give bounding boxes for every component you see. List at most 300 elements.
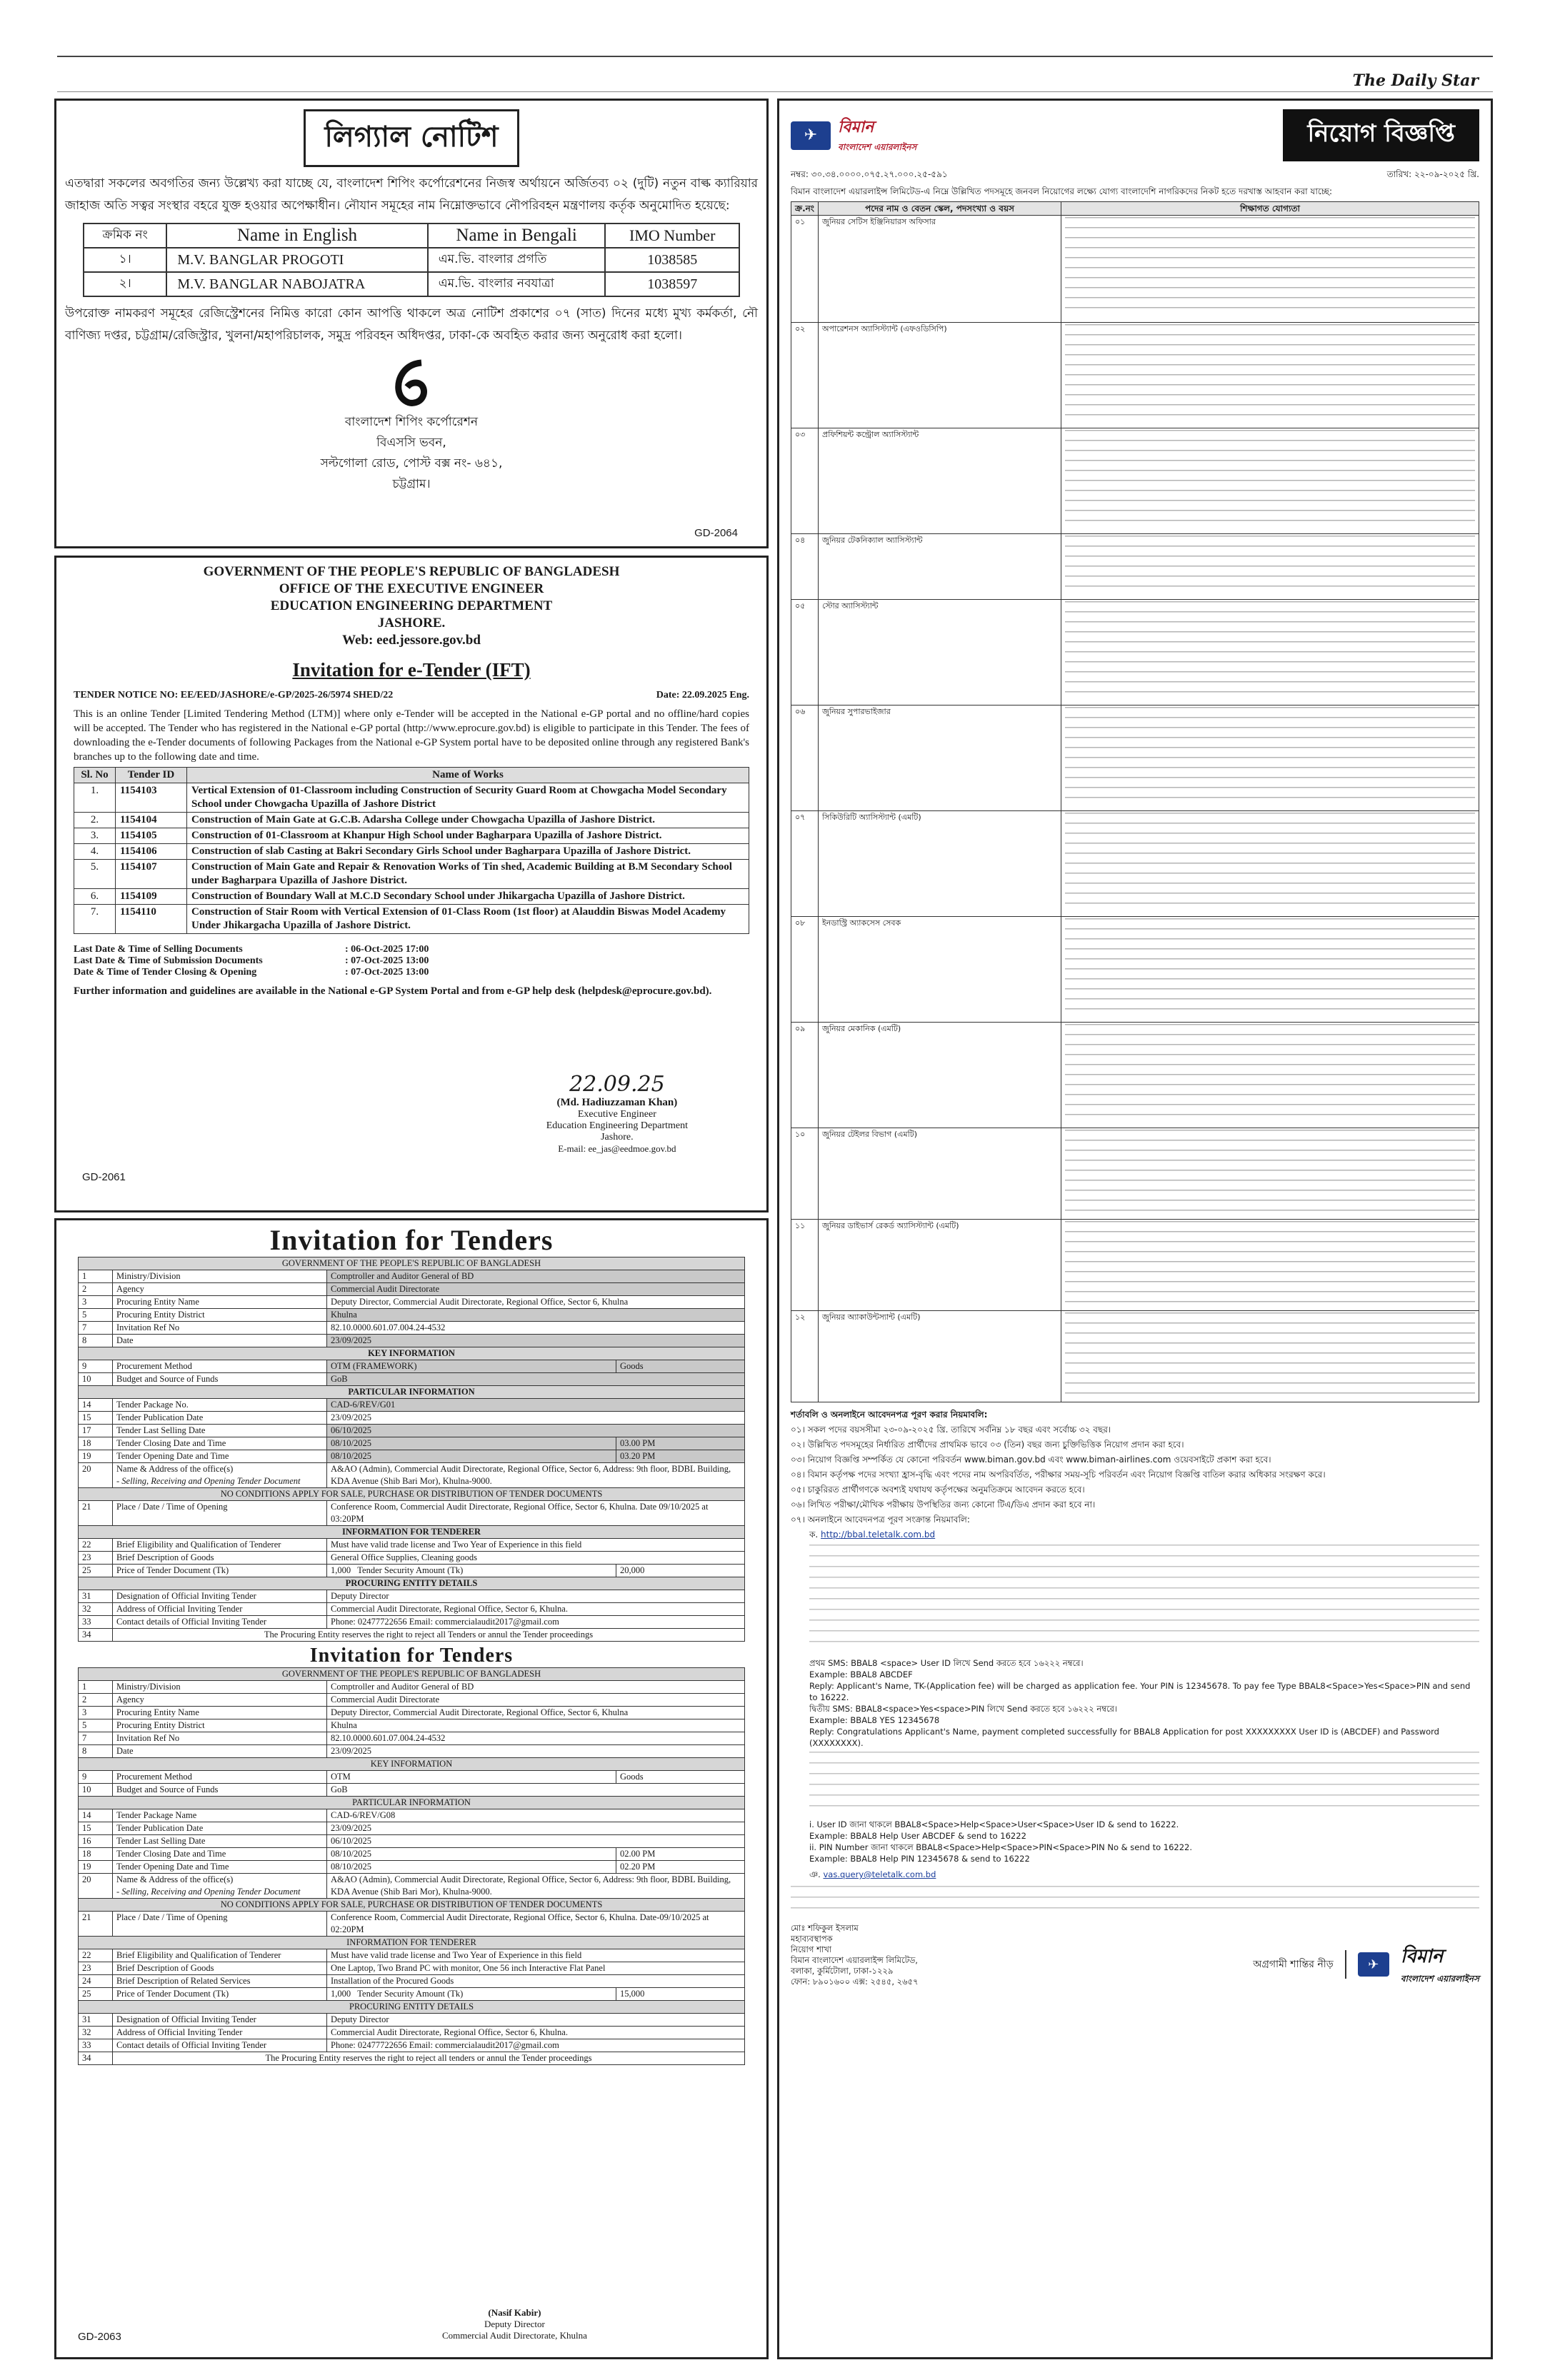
job-no: ০৯	[791, 1023, 819, 1128]
masthead-rule	[57, 91, 1493, 92]
cad-cell: 1	[79, 1270, 113, 1283]
table-row	[74, 783, 749, 813]
cad-cell: 9	[79, 1771, 113, 1784]
cad-cell: Tender Opening Date and Time	[113, 1450, 327, 1463]
cad-cell: Procuring Entity District	[113, 1309, 327, 1322]
imo-cell: M.V. BANGLAR NABOJATRA	[166, 272, 427, 296]
cad-cell: Price of Tender Document (Tk)	[113, 1565, 327, 1577]
cad-cell: 2	[79, 1283, 113, 1296]
cad-cell: 5	[79, 1309, 113, 1322]
works-cell: Construction of Main Gate and Repair & Renovation Works of Tin shed, Academic Building at B.M Secondary School under Bagharpara Upazilla of Jashore District.	[187, 860, 749, 889]
cad-cell: Deputy Director, Commercial Audit Directorate, Regional Office, Sector 6, Khulna	[327, 1707, 745, 1719]
biman-date: তারিখ: ২২-০৯-২০২৫ খ্রি.	[1386, 169, 1479, 179]
cad-cell: Agency	[113, 1694, 327, 1707]
sms-line: Example: BBAL8 Help PIN 12345678 & send to 16222	[809, 1854, 1030, 1864]
cad-cell: Procurement Method	[113, 1360, 327, 1373]
gd-code: GD-2064	[694, 527, 738, 539]
cad-cell: Goods	[616, 1771, 745, 1784]
cad-section: INFORMATION FOR TENDERER	[79, 1526, 745, 1539]
job-no: ০৩	[791, 428, 819, 534]
eed-date-label: Last Date & Time of Selling Documents	[74, 944, 243, 955]
eed-header	[74, 563, 749, 649]
application-instructions	[791, 1886, 1479, 1917]
job-requirements	[1065, 601, 1475, 700]
cad-cell: Conference Room, Commercial Audit Directorate, Regional Office, Sector 6, Khulna. Date 09/10/2025 at 03:20PM	[327, 1501, 745, 1526]
issuer-line: বিএসসি ভবন,	[376, 436, 446, 450]
cad-section: PROCURING ENTITY DETAILS	[79, 1577, 745, 1590]
cad-signer-line: Commercial Audit Directorate, Khulna	[442, 2330, 587, 2341]
cad-cell: Procuring Entity Name	[113, 1296, 327, 1309]
cad-cell: 2	[79, 1694, 113, 1707]
cad-cell: 02.00 PM	[616, 1848, 745, 1861]
job-title: প্রফিশিয়ন্ট কন্ট্রোল অ্যাসিস্ট্যান্ট	[819, 428, 1061, 534]
issuer-line: সল্টগোলা রোড, পোস্ট বক্স নং- ৬৪১,	[320, 456, 503, 471]
cad-section: PROCURING ENTITY DETAILS	[79, 2001, 745, 2014]
job-requirements	[1065, 430, 1475, 528]
job-title: স্টোর অ্যাসিস্ট্যান্ট	[819, 600, 1061, 706]
works-cell: 3.	[74, 828, 116, 844]
eed-date-label: Last Date & Time of Submission Documents	[74, 955, 263, 966]
job-title: জুনিয়র টেকনিক্যাল অ্যাসিস্ট্যান্ট	[819, 534, 1061, 600]
sms-line: প্রথম SMS: BBAL8 <space> User ID লিখে Send করতে হবে ১৬২২২ নম্বরে।	[809, 1658, 1084, 1668]
cad-cell: Commercial Audit Directorate, Regional Office, Sector 6, Khulna.	[327, 1603, 745, 1616]
cad-cell: Price of Tender Document (Tk)	[113, 1988, 327, 2001]
cad-cell: Tender Security Amount (Tk)	[357, 1565, 464, 1575]
cad-title-2: Invitation for Tenders	[309, 1645, 514, 1667]
biman-signer	[791, 1923, 919, 1987]
biman-logo	[791, 115, 916, 156]
job-requirements	[1065, 1130, 1475, 1214]
job-no: ১১	[791, 1220, 819, 1311]
cad-cell: Conference Room, Commercial Audit Directorate, Regional Office, Sector 6, Khulna. Date-09/10/2025 at 02:20PM	[327, 1912, 745, 1937]
cad-cell: Must have valid trade license and Two Year of Experience in this field	[327, 1949, 745, 1962]
eed-date-value: : 06-Oct-2025 17:00	[345, 944, 429, 955]
cad-cell: Tender Package No.	[113, 1399, 327, 1412]
cad-cell: 06/10/2025	[327, 1835, 745, 1848]
table-row	[74, 905, 749, 934]
table-row	[791, 706, 1479, 811]
job-title: অপারেশনস অ্যাসিস্ট্যান্ট (এফওডিসিপি)	[819, 323, 1061, 428]
jobs-header: ক্র.নং	[791, 202, 819, 216]
biman-logo-sub: বাংলাদেশ এয়ারলাইনস	[838, 142, 917, 152]
biman-footer-logo	[1253, 1942, 1479, 1987]
cad-cell: Agency	[113, 1283, 327, 1296]
cad-cell: Contact details of Official Inviting Tender	[113, 1616, 327, 1629]
cad-section: KEY INFORMATION	[79, 1347, 745, 1360]
works-cell: 6.	[74, 889, 116, 905]
works-cell: 2.	[74, 813, 116, 828]
biman-bird-icon: ✈	[1358, 1952, 1389, 1977]
cad-cell: 10	[79, 1373, 113, 1386]
cad-cell: 03.20 PM	[616, 1450, 745, 1463]
eed-header-line: EDUCATION ENGINEERING DEPARTMENT	[270, 598, 553, 613]
works-cell: 1154105	[116, 828, 187, 844]
job-requirements	[1065, 918, 1475, 1017]
cad-cell: 23/09/2025	[327, 1822, 745, 1835]
eed-signer-line: Executive Engineer	[577, 1109, 656, 1120]
table-row	[791, 917, 1479, 1023]
job-title: জুনিয়র টেইলর বিভাগ (এমটি)	[819, 1128, 1061, 1220]
cad-cell: 08/10/2025	[327, 1450, 616, 1463]
sms-line: দ্বিতীয় SMS: BBAL8<space>Yes<space>PIN লিখে Send করতে হবে ১৬২২২ নম্বরে।	[809, 1704, 1118, 1714]
cad-cell: Phone: 02477722656 Email: commercialaudit2017@gmail.com	[327, 1616, 745, 1629]
cad-cell: Procuring Entity Name	[113, 1707, 327, 1719]
job-no: ০৭	[791, 811, 819, 917]
cad-cell: 32	[79, 1603, 113, 1616]
cad-cell: 02.20 PM	[616, 1861, 745, 1874]
works-header: Sl. No	[74, 768, 116, 783]
table-row	[74, 828, 749, 844]
works-cell: Construction of Boundary Wall at M.C.D Secondary School under Jhikargacha Upazilla of Jashore District.	[187, 889, 749, 905]
cad-cell: Installation of the Procured Goods	[327, 1975, 745, 1988]
imo-header: ক্রমিক নং	[84, 224, 166, 248]
online-application-link[interactable]: http://bbal.teletalk.com.bd	[821, 1530, 936, 1540]
cad-cell: 03.00 PM	[616, 1437, 745, 1450]
cad-cell: 10	[79, 1784, 113, 1797]
cad-gov-header: GOVERNMENT OF THE PEOPLE'S REPUBLIC OF BANGLADESH	[79, 1668, 745, 1681]
cad-table-1: GOVERNMENT OF THE PEOPLE'S REPUBLIC OF BANGLADESH 1 Ministry/Division Comptroller and Auditor General of BD 2 Agency Commercial Audit Directorate 3 Procuring Entity Name Deputy Director, Commercial Audit Directorate, Regional Office, Sector 6, Khulna 5 Procuring Entity District Khulna 7 Invitation Ref No 82.10.0000.601.07.004.24-4532 8 Date 23/09/2025 KEY INFORMATION 9 Procurement Method OTM (FRAMEWORK) Goods 10 Budget and Source of Funds GoB PARTICULAR INFORMATION 14 Tender Package No. CAD-6/REV/G01 15 Tender Publication Date 23/09/2025 17 Tender Last Selling Date 06/10/2025 18 Tender Closing Date and Time 08/10/2025 03.00 PM 19 Tender Opening Date and Time 08/10/2025 03.20 PM 20 Name & Address of the office(s) - Selling, Receiving and Opening Tender Document A&AO (Admin), Commercial Audit Directorate, Regional Office, Sector 6, Address: 9th floor, BDBL Building, KDA Avenue (Shib Bari Mor), Khulna-9000. NO CONDITIONS APPLY FOR SALE, PURCHASE OR DISTRIBUTION OF TENDER DOCUMENTS 21 Place / Date / Time of Opening Conference Room, Commercial Audit Directorate, Regional Office, Sector 6, Khulna. Date 09/10/2025 at 03:20PM INFORMATION FOR TENDERER 22 Brief Eligibility and Qualification of Tenderer Must have valid trade license and Two Year of Experience in this field 23 Brief Description of Goods General Office Supplies, Cleaning goods 25 Price of Tender Document (Tk) 1,000 Tender Security Amount (Tk) 20,000 PROCURING ENTITY DETAILS 31 Designation of Official Inviting Tender Deputy Director 32 Address of Official Inviting Tender Commercial Audit Directorate, Regional Office, Sector 6, Khulna. 33 Contact details of Official Inviting Tender Phone: 02477722656 Email: commercialaudit2017@gmail.com 34 The Procuring Entity reserves the right to reject all Tenders or annul the Tender proceedings	[78, 1257, 745, 1642]
cad-cell: A&AO (Admin), Commercial Audit Directorate, Regional Office, Sector 6, Address: 9th floor, BDBL Building, KDA Avenue (Shib Bari Mor), Khulna-9000.	[327, 1463, 745, 1488]
cad-cell: 16	[79, 1835, 113, 1848]
cad-cell: Budget and Source of Funds	[113, 1373, 327, 1386]
cad-section: INFORMATION FOR TENDERER	[79, 1937, 745, 1949]
signer-line: ফোন: ৮৯০১৬০০ এক্স: ২৫৪৫, ২৬৫৭	[791, 1977, 919, 1987]
eed-date-label: Date & Time of Tender Closing & Opening	[74, 967, 257, 978]
cad-cell: Must have valid trade license and Two Year of Experience in this field	[327, 1539, 745, 1552]
cad-cell: Date	[113, 1745, 327, 1758]
signer-line: বলাকা, কুর্মিটোলা, ঢাকা-১২২৯	[791, 1966, 894, 1976]
note-item: ০৫। চাকুরিরত প্রার্থীগণকে অবশ্যই যথাযথ কর্তৃপক্ষের অনুমতিক্রমে আবেদন করতে হবে।	[791, 1485, 1085, 1495]
eed-signer-line: (Md. Hadiuzzaman Khan)	[556, 1097, 678, 1108]
jobs-header: শিক্ষাগত যোগ্যতা	[1061, 202, 1479, 216]
cad-cell: The Procuring Entity reserves the right to reject all Tenders or annul the Tender proceedings	[113, 1629, 745, 1642]
cad-cell: Budget and Source of Funds	[113, 1784, 327, 1797]
biman-intro: বিমান বাংলাদেশ এয়ারলাইন্স লিমিটেড-এ নিম্নে উল্লিখিত পদসমূহে জনবল নিয়োগের লক্ষ্যে যোগ্য বাংলাদেশি নাগরিকদের নিকট হতে দরখাস্ত আহবান করা যাচ্ছে:	[791, 186, 1333, 196]
cad-cell: 31	[79, 1590, 113, 1603]
job-requirements	[1065, 813, 1475, 911]
query-email-link[interactable]: vas.query@teletalk.com.bd	[823, 1869, 936, 1879]
signer-line: মোঃ শফিকুল ইসলাম	[791, 1923, 859, 1933]
cad-cell: 82.10.0000.601.07.004.24-4532	[327, 1732, 745, 1745]
cad-cell: 19	[79, 1450, 113, 1463]
cad-cell: 23/09/2025	[327, 1745, 745, 1758]
cad-cell: 06/10/2025	[327, 1425, 745, 1437]
cad-cell: The Procuring Entity reserves the right to reject all tenders or annul the Tender proceedings	[113, 2052, 745, 2065]
works-cell: Construction of Stair Room with Vertical Extension of 01-Class Room (1st floor) at Alauddin Biswas Model Academy Under Jhikargacha Upazilla of Jashore District.	[187, 905, 749, 934]
sms-line: Example: BBAL8 Help User ABCDEF & send to 16222	[809, 1831, 1026, 1841]
application-instructions	[809, 1545, 1479, 1652]
imo-cell: ২।	[84, 272, 166, 296]
cad-cell: 5	[79, 1719, 113, 1732]
biman-bird-icon: ✈	[791, 121, 831, 150]
biman-ref: নম্বর: ৩০.৩৪.০০০০.০৭৫.২৭.০০০.২৫-৫৯১	[791, 169, 948, 179]
cad-cell: 17	[79, 1425, 113, 1437]
cad-cell: 19	[79, 1861, 113, 1874]
table-row	[791, 534, 1479, 600]
job-no: ০২	[791, 323, 819, 428]
cad-cell: OTM	[327, 1771, 616, 1784]
cad-cell: 9	[79, 1360, 113, 1373]
cad-cell: 8	[79, 1335, 113, 1347]
cad-cell: Procurement Method	[113, 1771, 327, 1784]
cad-cell: Date	[113, 1335, 327, 1347]
cad-title: Invitation for Tenders	[269, 1224, 554, 1256]
cad-cell: Place / Date / Time of Opening	[113, 1501, 327, 1526]
cad-section: NO CONDITIONS APPLY FOR SALE, PURCHASE OR DISTRIBUTION OF TENDER DOCUMENTS	[79, 1899, 745, 1912]
works-cell: 7.	[74, 905, 116, 934]
cad-cell: Brief Description of Goods	[113, 1962, 327, 1975]
job-requirements	[1065, 536, 1475, 594]
cad-cell: Ministry/Division	[113, 1270, 327, 1283]
table-row	[791, 1311, 1479, 1402]
works-header: Name of Works	[187, 768, 749, 783]
job-requirements	[1065, 1221, 1475, 1305]
cad-cell: Designation of Official Inviting Tender	[113, 2014, 327, 2027]
cad-cell: Address of Official Inviting Tender	[113, 2027, 327, 2039]
cad-cell: 14	[79, 1809, 113, 1822]
biman-logo-sub: বাংলাদেশ এয়ারলাইনস	[1400, 1974, 1479, 1984]
cad-cell: 18	[79, 1848, 113, 1861]
bsc-logo	[65, 357, 758, 411]
eed-signature: 22.09.25	[569, 1072, 665, 1097]
job-title: জুনিয়র সেটিস ইঞ্জিনিয়ারস অফিসার	[819, 216, 1061, 323]
cad-cell: Tender Last Selling Date	[113, 1835, 327, 1848]
sms-line: ii. PIN Number জানা থাকলে BBAL8<Space>Help<Space>PIN<Space>PIN No & send to 16222.	[809, 1842, 1193, 1852]
sms-instructions: প্রথম SMS: BBAL8 <space> User ID লিখে Send করতে হবে ১৬২২২ নম্বরে। Example: BBAL8 ABCDEF Reply: Applicant's Name, TK-(Application fee) will be charged as application fee. Your PIN is 12345678. To pay fee Type BBAL8<Space>Yes<Space>PIN and send to 16222. দ্বিতীয় SMS: BBAL8<space>Yes<space>PIN লিখে Send করতে হবে ১৬২২২ নম্বরে। Example: BBAL8 YES 12345678 Reply: Congratulations Applicant's Name, payment completed successfully for BBAL8 Application for post XXXXXXXXX User ID is (ABCDEF) and Password (XXXXXXXX). i. User ID জানা থাকলে BBAL8<Space>Help<Space>User<Space>User ID & send to 16222. Example: BBAL8 Help User ABCDEF & send to 16222 ii. PIN Number জানা থাকলে BBAL8<Space>Help<Space>PIN<Space>PIN No & send to 16222. Example: BBAL8 Help PIN 12345678 & send to 16222 ঞ. vas.query@teletalk.com.bd	[791, 1657, 1479, 1880]
note-item: ০৬। লিখিত পরীক্ষা/মৌখিক পরীক্ষায় উপস্থিতির জন্য কোনো টিএ/ডিএ প্রদান করা হবে না।	[791, 1500, 1096, 1510]
cad-section: PARTICULAR INFORMATION	[79, 1797, 745, 1809]
works-cell: 4.	[74, 844, 116, 860]
eed-signer-line: Jashore.	[601, 1132, 634, 1143]
table-row	[791, 600, 1479, 706]
cad-cell: Commercial Audit Directorate, Regional Office, Sector 6, Khulna.	[327, 2027, 745, 2039]
biman-logo-text: বিমান	[1400, 1946, 1444, 1967]
table-row	[791, 1220, 1479, 1311]
table-row	[74, 860, 749, 889]
cad-section: NO CONDITIONS APPLY FOR SALE, PURCHASE OR DISTRIBUTION OF TENDER DOCUMENTS	[79, 1488, 745, 1501]
cad-cell: 3	[79, 1707, 113, 1719]
job-title: ইনডাস্ট্রি অ্যাকসেস সেবক	[819, 917, 1061, 1023]
issuer-line: বাংলাদেশ শিপিং কর্পোরেশন	[344, 415, 479, 429]
table-row	[791, 323, 1479, 428]
cad-cell: Tender Publication Date	[113, 1822, 327, 1835]
works-cell: 1154109	[116, 889, 187, 905]
cad-cell: 33	[79, 1616, 113, 1629]
cad-signer-line: (Nasif Kabir)	[488, 2307, 541, 2318]
note-item: ০৪। বিমান কর্তৃপক্ষ পদের সংখ্যা হ্রাস-বৃদ্ধি এবং পদের নাম অপরিবর্তিত, পরীক্ষার সময়-সূচি পরিবর্তন এবং নিয়োগ বিজ্ঞপ্তি বাতিল করার অধিকার সংরক্ষণ করে।	[791, 1470, 1326, 1480]
cad-cell: Tender Closing Date and Time	[113, 1848, 327, 1861]
note-item: ০৩। নিয়োগ বিজ্ঞপ্তি সম্পর্কিত যে কোনো পরিবর্তন www.biman.gov.bd এবং www.biman-airlines.com ওয়েবসাইটে প্রকাশ করা হবে।	[791, 1455, 1271, 1465]
cad-gov-header: GOVERNMENT OF THE PEOPLE'S REPUBLIC OF BANGLADESH	[79, 1257, 745, 1270]
cad-cell: Deputy Director	[327, 1590, 745, 1603]
recruitment-title: নিয়োগ বিজ্ঞপ্তি	[1283, 109, 1479, 161]
cad-cell: - Selling, Receiving and Opening Tender Document	[116, 1476, 301, 1486]
works-cell: Vertical Extension of 01-Classroom including Construction of Security Guard Room at Chowgacha Model Secondary School under Chowgacha Upazilla of Jashore District	[187, 783, 749, 813]
cad-cell: 20,000	[616, 1565, 745, 1577]
cad-cell: Comptroller and Auditor General of BD	[327, 1270, 745, 1283]
job-no: ১২	[791, 1311, 819, 1402]
cad-cell: 3	[79, 1296, 113, 1309]
table-row	[791, 216, 1479, 323]
cad-table-2: GOVERNMENT OF THE PEOPLE'S REPUBLIC OF BANGLADESH 1 Ministry/Division Comptroller and Auditor General of BD 2 Agency Commercial Audit Directorate 3 Procuring Entity Name Deputy Director, Commercial Audit Directorate, Regional Office, Sector 6, Khulna 5 Procuring Entity District Khulna 7 Invitation Ref No 82.10.0000.601.07.004.24-4532 8 Date 23/09/2025 KEY INFORMATION 9 Procurement Method OTM Goods 10 Budget and Source of Funds GoB PARTICULAR INFORMATION 14 Tender Package Name CAD-6/REV/G08 15 Tender Publication Date 23/09/2025 16 Tender Last Selling Date 06/10/2025 18 Tender Closing Date and Time 08/10/2025 02.00 PM 19 Tender Opening Date and Time 08/10/2025 02.20 PM 20 Name & Address of the office(s) - Selling, Receiving and Opening Tender Document A&AO (Admin), Commercial Audit Directorate, Regional Office, Sector 6, Address: 9th floor, BDBL Building, KDA Avenue (Shib Bari Mor), Khulna-9000. NO CONDITIONS APPLY FOR SALE, PURCHASE OR DISTRIBUTION OF TENDER DOCUMENTS 21 Place / Date / Time of Opening Conference Room, Commercial Audit Directorate, Regional Office, Sector 6, Khulna. Date-09/10/2025 at 02:20PM INFORMATION FOR TENDERER 22 Brief Eligibility and Qualification of Tenderer Must have valid trade license and Two Year of Experience in this field 23 Brief Description of Goods One Laptop, Two Brand PC with monitor, One 56 inch Interactive Flat Panel 24 Brief Description of Related Services Installation of the Procured Goods 25 Price of Tender Document (Tk) 1,000 Tender Security Amount (Tk) 15,000 PROCURING ENTITY DETAILS 31 Designation of Official Inviting Tender Deputy Director 32 Address of Official Inviting Tender Commercial Audit Directorate, Regional Office, Sector 6, Khulna. 33 Contact details of Official Inviting Tender Phone: 02477722656 Email: commercialaudit2017@gmail.com 34 The Procuring Entity reserves the right to reject all tenders or annul the Tender proceedings	[78, 1667, 745, 2065]
biman-slogan: অগ্রগামী শান্তির নীড়	[1253, 1959, 1334, 1970]
cad-section: KEY INFORMATION	[79, 1758, 745, 1771]
cad-cell: Commercial Audit Directorate	[327, 1283, 745, 1296]
job-no: ০৬	[791, 706, 819, 811]
eed-header-line: GOVERNMENT OF THE PEOPLE'S REPUBLIC OF BANGLADESH	[203, 564, 620, 579]
cad-cell: Khulna	[327, 1309, 745, 1322]
job-requirements	[1065, 324, 1475, 423]
table-row	[791, 811, 1479, 917]
jobs-table	[791, 201, 1479, 1402]
legal-notice-title: লিগ্যাল নোটিশ	[304, 109, 519, 167]
cad-cell: 23/09/2025	[327, 1412, 745, 1425]
cad-cell: One Laptop, Two Brand PC with monitor, One 56 inch Interactive Flat Panel	[327, 1962, 745, 1975]
works-cell: 5.	[74, 860, 116, 889]
cad-cell: 08/10/2025	[327, 1437, 616, 1450]
legal-notice	[54, 99, 769, 548]
note-item: ০১। সকল পদের বয়সসীমা ২৩-০৯-২০২৫ খ্রি. তারিখে সর্বনিম্ন ১৮ বছর এবং সর্বোচ্চ ৩২ বছর।	[791, 1425, 1111, 1435]
cad-cell: Tender Last Selling Date	[113, 1425, 327, 1437]
eed-header-line: JASHORE.	[377, 616, 446, 631]
eed-dates	[74, 944, 429, 978]
sms-line: Reply: Applicant's Name, TK-(Application fee) will be charged as application fee. Your PIN is 12345678. To pay fee Type BBAL8<Space>Yes<Space>PIN and send to 16222.	[809, 1681, 1471, 1702]
works-cell: 1154104	[116, 813, 187, 828]
cad-cell: Contact details of Official Inviting Tender	[113, 2039, 327, 2052]
note-item: ০৭। অনলাইনে আবেদনপত্র পূরণ সংক্রান্ত নিয়মাবলি:	[791, 1515, 970, 1525]
top-rule	[57, 56, 1493, 57]
eed-signature-block	[546, 1072, 688, 1155]
cad-section: PARTICULAR INFORMATION	[79, 1386, 745, 1399]
application-instructions	[809, 1752, 1479, 1816]
job-no: ০৮	[791, 917, 819, 1023]
eed-tender	[54, 556, 769, 1212]
works-cell: Construction of 01-Classroom at Khanpur High School under Bagharpara Upazilla of Jashore District.	[187, 828, 749, 844]
eed-signer-line: Education Engineering Department	[546, 1120, 688, 1131]
imo-cell: 1038585	[605, 248, 739, 272]
sms-line: i. User ID জানা থাকলে BBAL8<Space>Help<Space>User<Space>User ID & send to 16222.	[809, 1819, 1179, 1829]
job-requirements	[1065, 217, 1475, 317]
sms-line: Example: BBAL8 YES 12345678	[809, 1715, 940, 1725]
cad-cell: Tender Closing Date and Time	[113, 1437, 327, 1450]
cad-cell: GoB	[327, 1373, 745, 1386]
masthead: The Daily Star	[1352, 71, 1479, 90]
cad-cell: Tender Security Amount (Tk)	[357, 1989, 464, 1999]
cad-cell: OTM (FRAMEWORK)	[327, 1360, 616, 1373]
eed-header-line: OFFICE OF THE EXECUTIVE ENGINEER	[279, 581, 544, 596]
cad-cell: 33	[79, 2039, 113, 2052]
eed-further: Further information and guidelines are available in the National e-GP System Portal and from e-GP help desk (helpdesk@eprocure.gov.bd).	[74, 985, 712, 997]
table-row	[74, 889, 749, 905]
cad-cell: - Selling, Receiving and Opening Tender Document	[116, 1887, 301, 1897]
cad-signer-line: Deputy Director	[484, 2319, 545, 2329]
imo-table	[83, 223, 740, 297]
sms-line: Example: BBAL8 ABCDEF	[809, 1669, 913, 1679]
cad-cell: 1	[79, 1681, 113, 1694]
table-row	[791, 1128, 1479, 1220]
works-cell: 1154106	[116, 844, 187, 860]
job-requirements	[1065, 707, 1475, 805]
cad-cell: 08/10/2025	[327, 1848, 616, 1861]
cad-cell: 1,000	[331, 1565, 351, 1575]
cad-cell: Name & Address of the office(s)	[116, 1874, 234, 1884]
cad-cell: 1,000	[331, 1989, 351, 1999]
job-no: ০৫	[791, 600, 819, 706]
cad-cell: 15,000	[616, 1988, 745, 2001]
cad-cell: Tender Opening Date and Time	[113, 1861, 327, 1874]
cad-cell: 8	[79, 1745, 113, 1758]
eed-signer-line: E-mail: ee_jas@eedmoe.gov.bd	[558, 1143, 676, 1154]
cad-tenders	[54, 1218, 769, 2359]
cad-cell: Commercial Audit Directorate	[327, 1694, 745, 1707]
cad-cell: 23/09/2025	[327, 1335, 745, 1347]
cad-cell: A&AO (Admin), Commercial Audit Directorate, Regional Office, Sector 6, Address: 9th floor, BDBL Building, KDA Avenue (Shib Bari Mor), Khulna-9000.	[327, 1874, 745, 1899]
cad-cell: 31	[79, 2014, 113, 2027]
cad-cell: Khulna	[327, 1719, 745, 1732]
legal-notice-intro: এতদ্বারা সকলের অবগতির জন্য উল্লেখ্য করা যাচ্ছে যে, বাংলাদেশ শিপিং কর্পোরেশনের নিজস্ব অর্থায়নে অর্জিতব্য ০২ (দুটি) নতুন বাল্ক ক্যারিয়ার জাহাজ অতি সত্বর সংস্থার বহরে যুক্ত হওয়ার অপেক্ষাধীন। নৌযান সমূহের নাম নিম্নোক্তভাবে নৌপরিবহন মন্ত্রণালয় কর্তৃক অনুমোদিত হয়েছে:	[65, 176, 758, 213]
legal-notice-closing: উপরোক্ত নামকরণ সমূহের রেজিস্ট্রেশনের নিমিত্ত কারো কোন আপত্তি থাকলে অত্র নোটিশ প্রকাশের ০৭ (সাত) দিনের মধ্যে মুখ্য কর্মকর্তা, নৌ বাণিজ্য দপ্তর, চট্টগ্রাম/রেজিস্ট্রার, খুলনা/মহাপরিচালক, সমুদ্র পরিবহন অধিদপ্তর, ঢাকা-কে অবহিত করার জন্য অনুরোধ করা হলো।	[65, 306, 758, 343]
cad-cell: Brief Description of Related Services	[113, 1975, 327, 1988]
cad-cell: Brief Description of Goods	[113, 1552, 327, 1565]
cad-cell: General Office Supplies, Cleaning goods	[327, 1552, 745, 1565]
cad-cell: Deputy Director, Commercial Audit Directorate, Regional Office, Sector 6, Khulna	[327, 1296, 745, 1309]
imo-header: Name in Bengali	[428, 224, 606, 248]
cad-cell: 08/10/2025	[327, 1861, 616, 1874]
cad-cell: Ministry/Division	[113, 1681, 327, 1694]
cad-cell: 32	[79, 2027, 113, 2039]
job-requirements	[1065, 1312, 1475, 1397]
works-cell: 1154107	[116, 860, 187, 889]
cad-cell: Goods	[616, 1360, 745, 1373]
biman-recruitment: ✈ বিমান বাংলাদেশ এয়ারলাইনস নিয়োগ বিজ্ঞপ্তি নম্বর: ৩০.৩৪.০০০০.০৭৫.২৭.০০০.২৫-৫৯১ তারিখ: ২২-০৯-২০২৫ খ্রি. বিমান বাংলাদেশ এয়ারলাইন্স লিমিটেড-এ নিম্নে উল্লিখিত পদসমূহে জনবল নিয়োগের লক্ষ্যে যোগ্য বাংলাদেশি নাগরিকদের নিকট হতে দরখাস্ত আহবান করা যাচ্ছে: ক্র.নং পদের নাম ও বেতন স্কেল, পদসংখ্যা ও বয়স শিক্ষাগত যোগ্যতা ০১ জুনিয়র সেটিস ইঞ্জিনিয়ারস অফিসার ০২ অপারেশনস অ্যাসিস্ট্যান্ট (এফওডিসিপি) ০৩ প্রফিশিয়ন্ট কন্ট্রোল অ্যাসিস্ট্যান্ট ০৪ জুনিয়র টেকনিক্যাল অ্যাসিস্ট্যান্ট ০৫ স্টোর অ্যাসিস্ট্যান্ট ০৬ জুনিয়র সুপারভাইজার ০৭ সিকিউরিটি অ্যাসিস্ট্যান্ট (এমটি) ০৮ ইনডাস্ট্রি অ্যাকসেস সেবক ০৯ জুনিয়র মেকানিক (এমটি) ১০ জুনিয়র টেইলর বিভাগ (এমটি) ১১ জুনিয়র ডাইভার্স রেকর্ড অ্যাসিস্ট্যান্ট (এমটি) ১২ জুনিয়র অ্যাকাউন্টস্যান্ট (এমটি) শর্তাবলি ও অনলাইনে আবেদনপত্র পূরণ করার নিয়মাবলি: ০১। সকল পদের বয়সসীমা ২৩-০৯-২০২৫ খ্রি. তারিখে সর্বনিম্ন ১৮ বছর এবং সর্বোচ্চ ৩২ বছর। ০২। উল্লিখিত পদসমূহের নির্ধারিত প্রার্থীদের প্রাথমিক ভাবে ০৩ (তিন) বছর জন্য চুক্তিভিত্তিক নিয়োগ প্রদান করা হবে। ০৩। নিয়োগ বিজ্ঞপ্তি সম্পর্কিত যে কোনো পরিবর্তন www.biman.gov.bd এবং www.biman-airlines.com ওয়েবসাইটে প্রকাশ করা হবে। ০৪। বিমান কর্তৃপক্ষ পদের সংখ্যা হ্রাস-বৃদ্ধি এবং পদের নাম অপরিবর্তিত, পরীক্ষার সময়-সূচি পরিবর্তন এবং নিয়োগ বিজ্ঞপ্তি বাতিল করার অধিকার সংরক্ষণ করে। ০৫। চাকুরিরত প্রার্থীগণকে অবশ্যই যথাযথ কর্তৃপক্ষের অনুমতিক্রমে আবেদন করতে হবে। ০৬। লিখিত পরীক্ষা/মৌখিক পরীক্ষায় উপস্থিতির জন্য কোনো টিএ/ডিএ প্রদান করা হবে না। ০৭। অনলাইনে আবেদনপত্র পূরণ সংক্রান্ত নিয়মাবলি: ক. http://bbal.teletalk.com.bd প্রথম SMS: BBAL8 <space> User ID লিখে Send করতে হবে ১৬২২২ নম্বরে। Example: BBAL8 ABCDEF Reply: Applicant's Name, TK-(Application fee) will be charged as application fee. Your PIN is 12345678. To pay fee Type BBAL8<Space>Yes<Space>PIN and send to 16222. দ্বিতীয় SMS: BBAL8<space>Yes<space>PIN লিখে Send করতে হবে ১৬২২২ নম্বরে। Example: BBAL8 YES 12345678 Reply: Congratulations Applicant's Name, payment completed successfully for BBAL8 Application for post XXXXXXXXX User ID is (ABCDEF) and Password (XXXXXXXX). i. User ID জানা থাকলে BBAL8<Space>Help<Space>User<Space>User ID & send to 16222. Example: BBAL8 Help User ABCDEF & send to 16222 ii. PIN Number জানা থাকলে BBAL8<Space>Help<Space>PIN<Space>PIN No & send to 16222. Example: BBAL8 Help PIN 12345678 & send to 16222 ঞ. vas.query@teletalk.com.bd মোঃ শফিকুল ইসলাম মহাব্যবস্থাপক নিয়োগ শাখা বিমান বাংলাদেশ এয়ারলাইন্স লিমিটেড, বলাকা, কুর্মিটোলা, ঢাকা-১২২৯ ফোন: ৮৯০১৬০০ এক্স: ২৫৪৫, ২৬৫৭ অগ্রগামী শান্তির নীড় ✈ বিমান বাংলাদেশ এয়ারলাইনস	[777, 99, 1493, 2359]
signer-line: বিমান বাংলাদেশ এয়ারলাইন্স লিমিটেড,	[791, 1955, 918, 1965]
cad-cell: 82.10.0000.601.07.004.24-4532	[327, 1322, 745, 1335]
cad-cell: Comptroller and Auditor General of BD	[327, 1681, 745, 1694]
cad-cell: CAD-6/REV/G01	[327, 1399, 745, 1412]
job-no: ১০	[791, 1128, 819, 1220]
eed-date-value: : 07-Oct-2025 13:00	[345, 955, 429, 966]
cad-cell: 15	[79, 1822, 113, 1835]
job-title: জুনিয়র সুপারভাইজার	[819, 706, 1061, 811]
cad-cell: Phone: 02477722656 Email: commercialaudit2017@gmail.com	[327, 2039, 745, 2052]
table-row	[791, 1023, 1479, 1128]
eed-date: Date: 22.09.2025 Eng.	[656, 690, 749, 701]
table-row	[74, 844, 749, 860]
jobs-header: পদের নাম ও বেতন স্কেল, পদসংখ্যা ও বয়স	[819, 202, 1061, 216]
job-no: ০১	[791, 216, 819, 323]
table-row	[74, 813, 749, 828]
sms-line: Reply: Congratulations Applicant's Name, payment completed successfully for BBAL8 Application for post XXXXXXXXX User ID is (ABCDEF) and Password (XXXXXXXX).	[809, 1727, 1439, 1748]
job-title: সিকিউরিটি অ্যাসিস্ট্যান্ট (এমটি)	[819, 811, 1061, 917]
table-row	[791, 428, 1479, 534]
signer-line: মহাব্যবস্থাপক	[791, 1934, 833, 1944]
imo-cell: 1038597	[605, 272, 739, 296]
imo-header: IMO Number	[605, 224, 739, 248]
cad-cell: 15	[79, 1412, 113, 1425]
gd-code: GD-2063	[78, 2331, 121, 2343]
cad-cell: 7	[79, 1322, 113, 1335]
works-cell: 1.	[74, 783, 116, 813]
cad-cell: GoB	[327, 1784, 745, 1797]
eed-date-value: : 07-Oct-2025 13:00	[345, 967, 429, 978]
imo-cell: ১।	[84, 248, 166, 272]
cad-cell: Invitation Ref No	[113, 1322, 327, 1335]
bsc-logo-icon	[390, 357, 433, 407]
issuer-line: চট্টগ্রাম।	[392, 477, 431, 491]
note-item: ০২। উল্লিখিত পদসমূহের নির্ধারিত প্রার্থীদের প্রাথমিক ভাবে ০৩ (তিন) বছর জন্য চুক্তিভিত্তিক নিয়োগ প্রদান করা হবে।	[791, 1440, 1184, 1450]
imo-header: Name in English	[166, 224, 427, 248]
cad-cell: Designation of Official Inviting Tender	[113, 1590, 327, 1603]
